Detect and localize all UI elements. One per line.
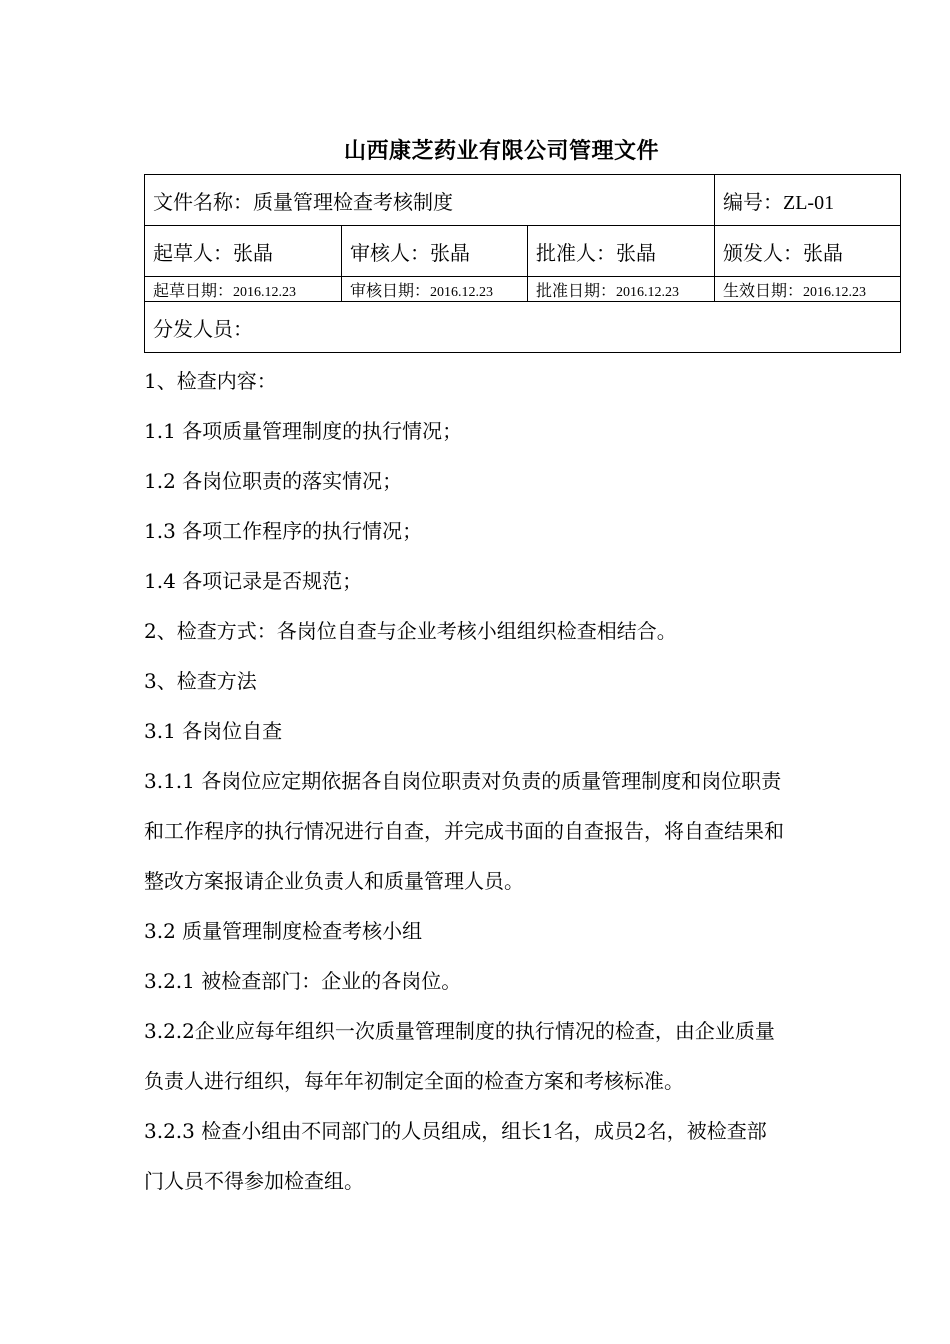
body-line: 1.4 各项记录是否规范； [144,569,363,593]
document-body [144,356,884,1206]
review-date-cell [342,277,528,302]
review-date-label: 审核日期： [350,281,431,300]
header-row-name [145,175,901,226]
body-line: 1.2 各岗位职责的落实情况； [144,469,403,493]
draft-date-label: 起草日期： [153,281,234,300]
body-line: 负责人进行组织，每年年初制定全面的检查方案和考核标准。 [144,1069,684,1093]
draft-date-value: 2016.12.23 [233,285,297,300]
header-row-dates [145,277,901,302]
body-line: 3.1 各岗位自查 [144,719,283,743]
code-label: 编号： [723,189,783,214]
body-line: 3.1.1 各岗位应定期依据各自岗位职责对负责的质量管理制度和岗位职责 [144,769,782,793]
body-line: 3.2 质量管理制度检查考核小组 [144,919,423,943]
body-line: 3.2.3 检查小组由不同部门的人员组成，组长1名，成员2名，被检查部 [144,1119,767,1143]
drafter-cell: 起草人：张晶 [145,226,342,277]
approver-cell: 批准人：张晶 [528,226,715,277]
body-line: 2、检查方式：各岗位自查与企业考核小组组织检查相结合。 [144,619,677,643]
draft-date-cell [145,277,342,302]
body-line: 和工作程序的执行情况进行自查，并完成书面的自查报告，将自查结果和 [144,819,784,843]
body-line: 3.2.2企业应每年组织一次质量管理制度的执行情况的检查，由企业质量 [144,1019,775,1043]
effective-date-cell [715,277,901,302]
approve-date-value: 2016.12.23 [616,285,680,300]
header-row-people [145,226,901,277]
body-line: 1.1 各项质量管理制度的执行情况； [144,419,463,443]
body-line: 1、检查内容： [144,369,277,393]
header-row-distribution [145,302,901,353]
code-value: ZL-01 [783,191,835,214]
effective-date-label: 生效日期： [723,281,804,300]
reviewer-cell: 审核人：张晶 [342,226,528,277]
approve-date-cell [528,277,715,302]
body-line: 1.3 各项工作程序的执行情况； [144,519,423,543]
effective-date-value: 2016.12.23 [803,285,867,300]
body-line: 3.2.1 被检查部门：企业的各岗位。 [144,969,462,993]
body-line: 3、检查方法 [144,669,257,693]
distribution-cell: 分发人员： [145,302,901,353]
body-line: 整改方案报请企业负责人和质量管理人员。 [144,869,524,893]
document-header-table [144,174,901,353]
document-title: 山西康芝药业有限公司管理文件 [343,138,659,164]
code-cell [715,175,901,226]
file-name-cell: 文件名称：质量管理检查考核制度 [145,175,715,226]
issuer-cell: 颁发人：张晶 [715,226,901,277]
review-date-value: 2016.12.23 [430,285,494,300]
approve-date-label: 批准日期： [536,281,617,300]
body-line: 门人员不得参加检查组。 [144,1169,364,1193]
